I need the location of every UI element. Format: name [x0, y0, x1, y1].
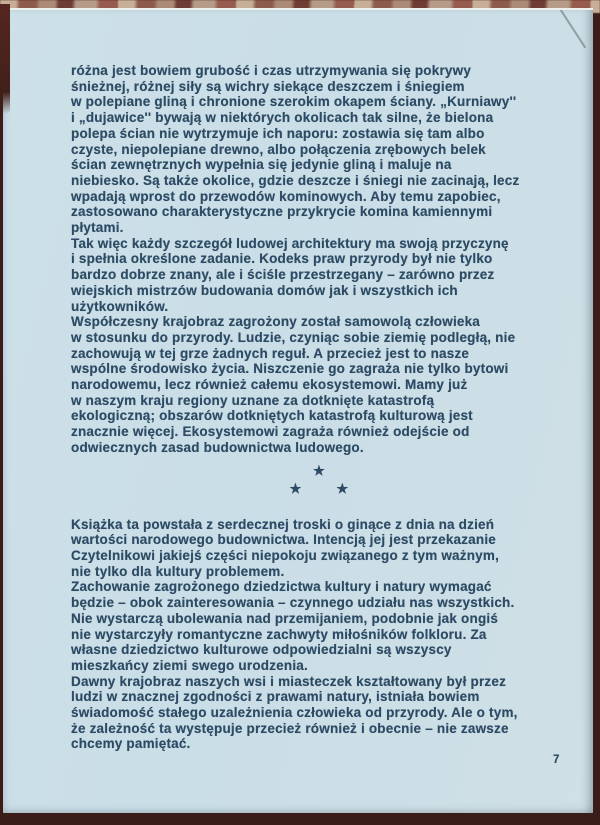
text-line: niebiesko. Są także okolice, gdzie deszcze i śniegi nie zacinają, lecz [71, 172, 520, 188]
paragraph [71, 579, 571, 673]
text-block [71, 63, 571, 752]
text-line: Dawny krajobraz naszych wsi i miasteczek kształtowany był przez [71, 673, 507, 689]
text-line: własne dziedzictwo kulturowe odpowiedzialni są wszyscy [71, 642, 452, 658]
text-line: odwiecznych zasad budownictwa ludowego. [71, 439, 364, 455]
star-icon: ★ [336, 480, 349, 496]
text-line: i „dujawice'' bywają w niektórych okolicach tak silne, że bielona [71, 110, 494, 126]
text-line: chcemy pamiętać. [71, 736, 191, 752]
text-line: narodowemu, lecz również całemu ekosystemowi. Mamy już [71, 377, 468, 393]
page-number: 7 [553, 754, 560, 766]
star-icon: ★ [313, 462, 325, 478]
text-line: Czytelnikowi jakiejś części niepokoju związanego z tym ważnym, [71, 547, 500, 563]
star-icon: ★ [289, 480, 302, 496]
text-line: różna jest bowiem grubość i czas utrzymywania się pokrywy [71, 63, 472, 78]
text-line: Tak więc każdy szczegół ludowej architektury ma swoją przyczynę [71, 235, 509, 251]
text-line: świadomość stałego uzależnienia człowieka od przyrody. Ale o tym, [71, 705, 518, 721]
text-line: nie wystarczyły romantyczne zachwyty miłośników folkloru. Za [71, 626, 487, 642]
text-line: zastosowano charakterystyczne przykrycie komina kamiennymi [71, 204, 493, 220]
paragraph [71, 517, 571, 580]
text-line: będzie – obok zainteresowania – czynnego udziału nas wszystkich. [71, 595, 515, 611]
text-line: znacznie więcej. Ekosystemowi zagraża również odejście od [71, 424, 470, 440]
text-line: w naszym kraju regiony uznane za dotknięte katastrofą [71, 392, 435, 408]
book-page [3, 8, 593, 813]
text-line: Współczesny krajobraz zagrożony został samowolą człowieka [71, 314, 481, 330]
text-line: wpadają wprost do przewodów kominowych. Aby temu zapobiec, [71, 188, 501, 204]
text-line: w stosunku do przyrody. Ludzie, czyniąc sobie ziemię podległą, nie [71, 329, 516, 345]
text-line: Książka ta powstała z serdecznej troski o ginące z dnia na dzień [71, 516, 495, 532]
text-line: ludzi w znacznej zgodności z prawami natury, istniała bowiem [71, 689, 480, 705]
text-line: Nie wystarczą ubolewania nad przemijaniem, podobnie jak ongiś [71, 610, 499, 626]
text-line: zachowują w tej grze żadnych reguł. A przecież jest to nasze [71, 345, 470, 361]
text-line: bardzo dobrze znany, ale i ściśle przestrzegany – zarówno przez [71, 267, 495, 283]
paragraph [71, 63, 571, 236]
text-line: i spełnia określone zadanie. Kodeks praw przyrody był nie tylko [71, 251, 493, 267]
text-line: w polepiane gliną i chronione szerokim okapem ściany. „Kurniawy'' [71, 94, 517, 110]
text-line: wspólne środowisko życia. Niszczenie go zagraża nie tylko bytowi [71, 361, 509, 377]
text-line: wartości narodowego budownictwa. Intencją jej jest przekazanie [71, 532, 496, 548]
text-line: czyste, niepolepiane drewno, albo połączenia zrębowych belek [71, 141, 486, 157]
text-line: ścian zewnętrznych wypełnia się jedynie gliną i maluje na [71, 157, 452, 173]
text-line: płytami. [71, 220, 124, 236]
section-divider-stars [271, 462, 367, 498]
left-edge-shadow [0, 4, 10, 114]
paragraph [71, 236, 571, 315]
paragraph [71, 674, 571, 753]
text-line: użytkowników. [71, 298, 169, 314]
text-line: nie tylko dla kultury problemem. [71, 563, 285, 579]
text-line: Zachowanie zagrożonego dziedzictwa kultury i natury wymagać [71, 579, 492, 595]
text-line: ekologiczną; obszarów dotkniętych katastrofą kulturową jest [71, 408, 473, 424]
text-line: wiejskich mistrzów budowania domów jak i wszystkich ich [71, 282, 458, 298]
page-crease [559, 8, 586, 48]
text-line: polepa ścian nie wytrzymuje ich naporu: zostawia się tam albo [71, 125, 485, 141]
paragraph [71, 314, 571, 455]
text-line: że zależność ta występuje przecież również i obecnie – nie zawsze [71, 720, 509, 736]
text-line: śnieżnej, różnej siły są wichry siekące deszczem i śniegiem [71, 78, 465, 94]
text-line: mieszkańcy ziemi swego urodzenia. [71, 657, 308, 673]
